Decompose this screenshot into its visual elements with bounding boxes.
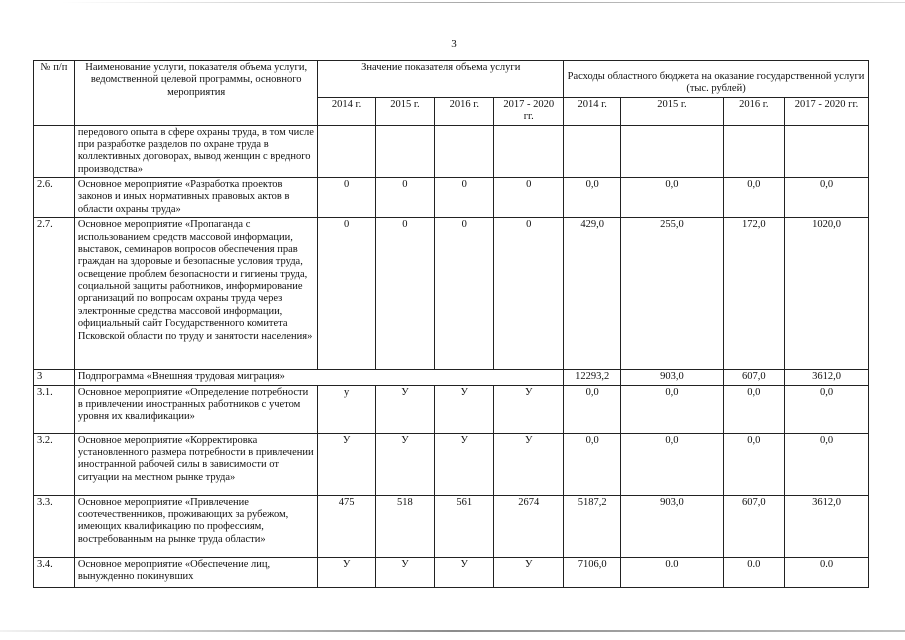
header-expenses-year: 2014 г. [564,97,621,125]
volume-cell: У [375,557,434,587]
volume-cell: 0 [494,218,564,370]
expense-cell: 0.0 [723,557,784,587]
budget-table [33,60,869,588]
header-expenses-year: 2015 г. [621,97,723,125]
expense-cell [785,125,869,178]
row-name: передового опыта в сфере охраны труда, в том числе при разработке разделов по охране труда в коллективных договорах, вывод женщин с вредного производства» [74,125,318,178]
expense-cell: 12293,2 [564,370,621,385]
expense-cell: 0,0 [621,178,723,218]
volume-cell: У [318,433,375,495]
expense-cell: 3612,0 [785,370,869,385]
table-row [34,125,869,178]
header-volume-year: 2014 г. [318,97,375,125]
table-row [34,218,869,370]
row-number: 3.3. [34,495,75,557]
expense-cell: 903,0 [621,495,723,557]
volume-cell [494,125,564,178]
header-volume-year: 2015 г. [375,97,434,125]
row-number: 3.4. [34,557,75,587]
expense-cell: 255,0 [621,218,723,370]
expense-cell: 0,0 [564,433,621,495]
expense-cell [564,125,621,178]
header-group-expenses: Расходы областного бюджета на оказание государственной услуги (тыс. рублей) [564,61,869,98]
expense-cell: 0,0 [723,433,784,495]
scan-edge-bottom [0,630,905,632]
header-expenses-year: 2016 г. [723,97,784,125]
expense-cell: 0,0 [785,178,869,218]
subprogram-title: Подпрограмма «Внешняя трудовая миграция» [74,370,563,385]
expense-cell: 607,0 [723,495,784,557]
expense-cell: 0,0 [621,385,723,433]
volume-cell: 2674 [494,495,564,557]
page-number: 3 [451,38,457,50]
expense-cell: 7106,0 [564,557,621,587]
expense-cell [621,125,723,178]
table-row-subprogram [34,370,869,385]
volume-cell: 0 [435,218,494,370]
scan-edge-top [60,2,905,3]
expense-cell: 0.0 [785,557,869,587]
volume-cell: 561 [435,495,494,557]
expense-cell: 0,0 [564,385,621,433]
row-name: Основное мероприятие «Обеспечение лиц, вынужденно покинувших [74,557,318,587]
volume-cell: У [494,433,564,495]
expense-cell: 0,0 [723,385,784,433]
row-name: Основное мероприятие «Определение потребности в привлечении иностранных работников с учетом уровня их квалификации» [74,385,318,433]
table-row [34,385,869,433]
volume-cell [318,125,375,178]
volume-cell: 0 [318,218,375,370]
expense-cell [723,125,784,178]
row-number: 2.7. [34,218,75,370]
volume-cell: У [435,557,494,587]
row-number: 3.2. [34,433,75,495]
header-volume-year: 2017 - 2020 гг. [494,97,564,125]
row-number [34,125,75,178]
volume-cell [375,125,434,178]
row-name: Основное мероприятие «Корректировка установленного размера потребности в привлечении иностранной рабочей силы в зависимости от ситуации на местном рынке труда» [74,433,318,495]
expense-cell: 0,0 [785,433,869,495]
table-row [34,495,869,557]
row-number: 3 [34,370,75,385]
row-number: 2.6. [34,178,75,218]
volume-cell: 0 [435,178,494,218]
volume-cell: У [435,433,494,495]
volume-cell: У [494,385,564,433]
row-name: Основное мероприятие «Разработка проектов законов и иных нормативных правовых актов в области охраны труда» [74,178,318,218]
header-col-name: Наименование услуги, показателя объема услуги, ведомственной целевой программы, основного мероприятия [74,61,318,126]
volume-cell: У [375,385,434,433]
expense-cell: 429,0 [564,218,621,370]
expense-cell: 0,0 [564,178,621,218]
expense-cell: 172,0 [723,218,784,370]
expense-cell: 5187,2 [564,495,621,557]
volume-cell: У [435,385,494,433]
volume-cell: У [494,557,564,587]
volume-cell: 518 [375,495,434,557]
row-name: Основное мероприятие «Привлечение соотечественников, проживающих за рубежом, имеющих квалификацию по профессиям, востребованным на рынке труда области» [74,495,318,557]
expense-cell: 0,0 [621,433,723,495]
expense-cell: 0.0 [621,557,723,587]
header-volume-year: 2016 г. [435,97,494,125]
volume-cell: 0 [375,218,434,370]
row-number: 3.1. [34,385,75,433]
volume-cell: 0 [375,178,434,218]
table-row [34,433,869,495]
header-expenses-year: 2017 - 2020 гг. [785,97,869,125]
expense-cell: 3612,0 [785,495,869,557]
row-name: Основное мероприятие «Пропаганда с использованием средств массовой информации, выставок, семинаров вопросов обеспечения прав граждан на здоровые и безопасные условия труда, освещение проблем безопасности и гигиены труда, социальной защиты работников, информирование организаций по вопросам охраны труда через электронные средства массовой информации, официальный сайт Государственного комитета Псковской области по труду и занятости населения» [74,218,318,370]
expense-cell: 0,0 [785,385,869,433]
volume-cell: у [318,385,375,433]
volume-cell: У [318,557,375,587]
header-group-volume: Значение показателя объема услуги [318,61,564,98]
volume-cell: 0 [494,178,564,218]
table-row [34,557,869,587]
table-row [34,178,869,218]
expense-cell: 903,0 [621,370,723,385]
volume-cell: У [375,433,434,495]
expense-cell: 1020,0 [785,218,869,370]
volume-cell: 0 [318,178,375,218]
header-col-num: № п/п [34,61,75,126]
volume-cell: 475 [318,495,375,557]
expense-cell: 607,0 [723,370,784,385]
volume-cell [435,125,494,178]
expense-cell: 0,0 [723,178,784,218]
